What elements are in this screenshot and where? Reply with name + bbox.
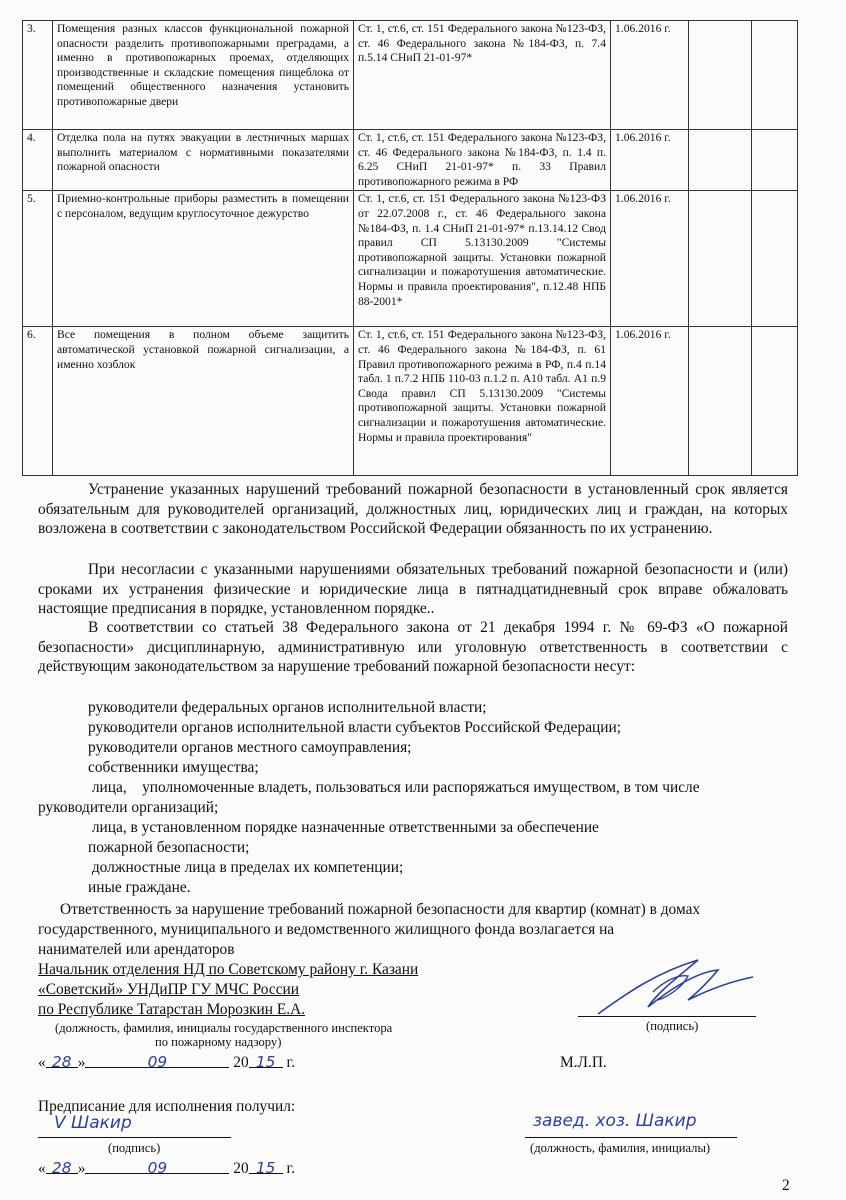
- legal-reference: Ст. 1, ст.6, ст. 151 Федерального закона №123-ФЗ от 22.07.2008 г., ст. 46 Федерального закона №184-ФЗ, п. 1.4 СНиП 21-01-97* п.13.14.12 Свод правил СП 5.13130.2009 "Системы противопожарной защиты. Установки пожарной сигнализации и пожаротушения автоматические. Нормы и правила проектирования", п.12.48 НПБ 88-2001*: [354, 191, 611, 327]
- date-year-suffix: г.: [286, 1054, 295, 1071]
- responsibility-line: государственного, муниципального и ведомственного жилищного фонда возлагается на: [38, 921, 615, 938]
- violation-description: Отделка пола на путях эвакуации в лестничных маршах выполнить материалом с нормативными показателями пожарной опасности: [53, 130, 354, 191]
- list-item: собственники имущества;: [88, 759, 259, 776]
- date-month: 09: [85, 1053, 229, 1068]
- empty-cell: [752, 130, 798, 191]
- table-row: [23, 191, 798, 327]
- empty-cell: [689, 21, 752, 130]
- table-row: [23, 130, 798, 191]
- signature-caption: (подпись): [646, 1019, 699, 1033]
- list-item-continuation: руководители организаций;: [38, 799, 219, 816]
- recipient-signature: V Шакир: [54, 1113, 132, 1133]
- empty-cell: [689, 191, 752, 327]
- page-number: 2: [782, 1177, 790, 1194]
- row-number: 6.: [23, 327, 53, 476]
- stamp-place: М.Л.П.: [560, 1054, 607, 1071]
- inspector-name: по Республике Татарстан Морозкин Е.А.: [38, 1001, 306, 1018]
- received-heading: Предписание для исполнения получил:: [38, 1098, 296, 1115]
- row-number: 3.: [23, 21, 53, 130]
- recipient-signature-line: [38, 1137, 231, 1138]
- recipient-position-line: [525, 1137, 737, 1138]
- empty-cell: [752, 21, 798, 130]
- date-year: 15: [249, 1159, 283, 1174]
- inspector-date: [38, 1053, 295, 1073]
- violations-table: [22, 20, 798, 476]
- inspector-caption: (должность, фамилия, инициалы государственного инспектора: [55, 1021, 393, 1035]
- legal-reference: Ст. 1, ст.6, ст. 151 Федерального закона №123-ФЗ, ст. 46 Федерального закона №184-ФЗ, п. 7.4 п.5.14 СНиП 21-01-97*: [354, 21, 611, 130]
- legal-reference: Ст. 1, ст.6, ст. 151 Федерального закона №123-ФЗ, ст. 46 Федерального закона №184-ФЗ, п. 1.4 п. 6.25 СНиП 21-01-97* п. 33 Правил противопожарного режима в РФ: [354, 130, 611, 191]
- recipient-position: завед. хоз. Шакир: [533, 1111, 697, 1131]
- deadline-date: 1.06.2016 г.: [611, 130, 689, 191]
- row-number: 4.: [23, 130, 53, 191]
- recipient-position-caption: (должность, фамилия, инициалы): [530, 1141, 711, 1155]
- received-date: [38, 1159, 295, 1179]
- list-item: руководители федеральных органов исполнительной власти;: [88, 699, 487, 716]
- paragraph-liability: В соответствии со статьей 38 Федерального закона от 21 декабря 1994 г. № 69-ФЗ «О пожарной безопасности» дисциплинарную, административную или уголовную ответственность в соответствии с действующим законодательством за нарушение требований пожарной безопасности несут:: [38, 619, 788, 676]
- inspector-caption: по пожарному надзору): [155, 1035, 282, 1049]
- inspector-position: Начальник отделения НД по Советскому району г. Казани: [38, 961, 419, 978]
- list-item: руководители органов исполнительной власти субъектов Российской Федерации;: [88, 719, 622, 736]
- empty-cell: [752, 191, 798, 327]
- date-month: 09: [85, 1159, 229, 1174]
- deadline-date: 1.06.2016 г.: [611, 21, 689, 130]
- row-number: 5.: [23, 191, 53, 327]
- legal-reference: Ст. 1, ст.6, ст. 151 Федерального закона №123-ФЗ, ст. 46 Федерального закона №184-ФЗ, п. 61 Правил противопожарного режима в РФ, п.4 п.14 табл. 1 п.7.2 НПБ 110-03 п.1.2 п. А10 табл. А1 п.9 Свода правил СП 5.13130.2009 "Системы противопожарной защиты. Установки пожарной сигнализации и пожаротушения автоматические. Нормы и правила проектирования": [354, 327, 611, 476]
- quote-close: »: [77, 1160, 86, 1177]
- inspector-signature: [588, 952, 768, 1022]
- list-item: лица, уполномоченные владеть, пользоваться или распоряжаться имуществом, в том числе: [88, 779, 700, 796]
- inspector-department: «Советский» УНДиПР ГУ МЧС России: [38, 981, 300, 998]
- paragraph-obligation: Устранение указанных нарушений требований пожарной безопасности в установленный срок является обязательным для руководителей организаций, должностных лиц, юридических лиц и граждан, на которых возложена в соответствии с законодательством Российской Федерации обязанность по их устранению.: [38, 481, 788, 538]
- violation-description: Все помещения в полном объеме защитить автоматической установкой пожарной сигнализации, а именно хозблок: [53, 327, 354, 476]
- quote-open: «: [38, 1160, 46, 1177]
- date-year-suffix: г.: [286, 1160, 295, 1177]
- empty-cell: [752, 327, 798, 476]
- quote-open: «: [38, 1054, 46, 1071]
- deadline-date: 1.06.2016 г.: [611, 327, 689, 476]
- responsibility-line: нанимателей или арендаторов: [38, 941, 235, 958]
- list-item: лица, в установленном порядке назначенные ответственными за обеспечение: [88, 819, 599, 836]
- quote-close: »: [77, 1054, 86, 1071]
- table-row: [23, 327, 798, 476]
- date-century: 20: [233, 1054, 249, 1071]
- list-item: руководители органов местного самоуправления;: [88, 739, 412, 756]
- date-day: 28: [46, 1053, 78, 1068]
- violation-description: Приемно-контрольные приборы разместить в помещении с персоналом, ведущим круглосуточное дежурство: [53, 191, 354, 327]
- list-item: иные граждане.: [88, 879, 191, 896]
- list-item-continuation: пожарной безопасности;: [88, 839, 250, 856]
- empty-cell: [689, 130, 752, 191]
- date-century: 20: [233, 1160, 249, 1177]
- list-item: должностные лица в пределах их компетенции;: [88, 859, 404, 876]
- date-day: 28: [46, 1159, 78, 1174]
- empty-cell: [689, 327, 752, 476]
- recipient-signature-caption: (подпись): [108, 1141, 161, 1155]
- responsibility-line: Ответственность за нарушение требований пожарной безопасности для квартир (комнат) в домах: [60, 901, 701, 918]
- violation-description: Помещения разных классов функциональной пожарной опасности разделить противопожарными преградами, а именно в противопожарных проемах, отделяющих производственные и складские помещения пищеблока от помещений общественного назначения установить противопожарные двери: [53, 21, 354, 130]
- date-year: 15: [249, 1053, 283, 1068]
- deadline-date: 1.06.2016 г.: [611, 191, 689, 327]
- table-row: [23, 21, 798, 130]
- paragraph-appeal: При несогласии с указанными нарушениями обязательных требований пожарной безопасности и (или) сроками их устранения физические и юридические лица в пятнадцатидневный срок вправе обжаловать настоящие предписания в порядке, установленном порядке..: [38, 561, 788, 618]
